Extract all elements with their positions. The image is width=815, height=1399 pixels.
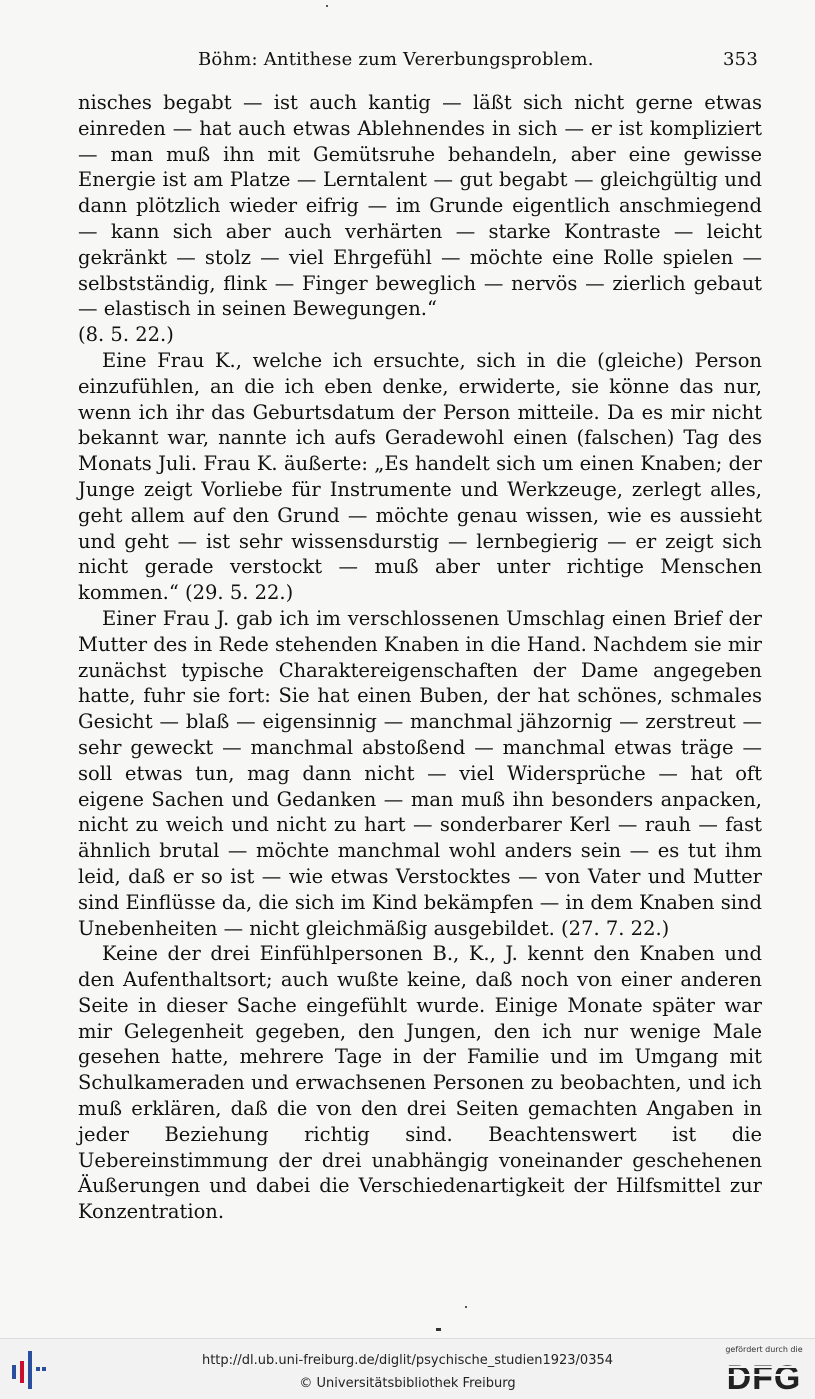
document-url[interactable]: http://dl.ub.uni-freiburg.de/diglit/psychische_studien1923/0354 — [201, 1353, 614, 1368]
page-header — [78, 49, 758, 73]
paragraph-1 — [78, 90, 762, 348]
viewer-footer — [0, 1338, 815, 1399]
dfg-logo-text: DFG — [726, 1359, 802, 1395]
scan-speck — [465, 1306, 467, 1308]
paragraph-3: Einer Frau J. gab ich im verschlossenen Umschlag einen Brief der Mutter des in Rede stehenden Knaben in die Hand. Nachdem sie mir zunächst typische Charaktereigenschaften der Dame angegeben hatte, fuhr sie fort: Sie hat einen Buben, der hat schönes, schmales Gesicht — blaß — eigensinnig — manchmal jähzornig — zerstreut — sehr geweckt — manchmal abstoßend — manchmal etwas träge — soll etwas tun, mag dann nicht — viel Widersprüche — hat oft eigene Sachen und Gedanken — man muß ihn besonders anpacken, nicht zu weich und nicht zu hart — sonderbarer Kerl — rauh — fast ähnlich brutal — möchte manchmal wohl anders sein — es tut ihm leid, daß er so ist — wie etwas Verstocktes — von Vater und Mutter sind Einflüsse da, die sich im Kind bekämpfen — in dem Knaben sind Unebenheiten — nicht gleichmäßig ausgebildet. (27. 7. 22.) — [78, 606, 762, 940]
dfg-logo[interactable] — [718, 1345, 810, 1395]
paragraph-1-text: nisches begabt — ist auch kantig — läßt sich nicht gerne etwas einreden — hat auch etwas Ablehnendes in sich — er ist kompliziert — man muß ihn mit Gemütsruhe behandeln, aber eine gewisse Energie ist am Platze — Lerntalent — gut begabt — gleichgültig und dann plötzlich wieder eifrig — im Grunde eigentlich anschmiegend — kann sich aber auch verhärten — starke Kontraste — leicht gekränkt — stolz — viel Ehrgefühl — möchte eine Rolle spielen — selbstständig, flink — Finger beweglich — nervös — zierlich gebaut — elastisch in seinen Bewegungen.“ — [78, 91, 762, 321]
paragraph-1-date: (8. 5. 22.) — [78, 323, 174, 347]
scan-speck — [326, 5, 328, 7]
body-text — [78, 90, 762, 1225]
paragraph-4: Keine der drei Einfühlpersonen B., K., J. kennt den Knaben und den Aufenthaltsort; auch wußte keine, daß noch von einer anderen Seite in dieser Sache eingefühlt wurde. Einige Monate später war mir Gelegenheit gegeben, den Jungen, den ich nur wenige Male gesehen hatte, mehrere Tage in der Familie und im Umgang mit Schulkameraden und erwachsenen Personen zu beobachten, und ich muß erklären, daß die von den drei Seiten gemachten Angaben in jeder Beziehung richtig sind. Beachtenswert ist die Uebereinstimmung der drei unabhängig voneinander geschehenen Äußerungen und dabei die Verschiedenartigkeit der Hilfsmittel zur Konzentration. — [78, 942, 762, 1224]
paragraph-2: Eine Frau K., welche ich ersuchte, sich in die (gleiche) Person einzufühlen, an die ich eben denke, erwiderte, sie könne das nur, wenn ich ihr das Geburtsdatum der Person mitteile. Da es mir nicht bekannt war, nannte ich aufs Geradewohl einen (falschen) Tag des Monats Juli. Frau K. äußerte: „Es handelt sich um einen Knaben; der Junge zeigt Vorliebe für Instrumente und Werkzeuge, zerlegt alles, geht allem auf den Grund — möchte genau wissen, wie es aussieht und geht — ist sehr wissensdurstig — lernbegierig — er zeigt sich nicht gerade verstockt — muß aber unter richtige Menschen kommen.“ (29. 5. 22.) — [78, 348, 762, 605]
page-number: 353 — [723, 49, 758, 70]
copyright-notice: © Universitätsbibliothek Freiburg — [299, 1376, 516, 1391]
scan-speck — [436, 1328, 441, 1331]
sponsor-caption: gefördert durch die — [725, 1345, 803, 1354]
running-title: Böhm: Antithese zum Vererbungsproblem. — [198, 49, 594, 70]
